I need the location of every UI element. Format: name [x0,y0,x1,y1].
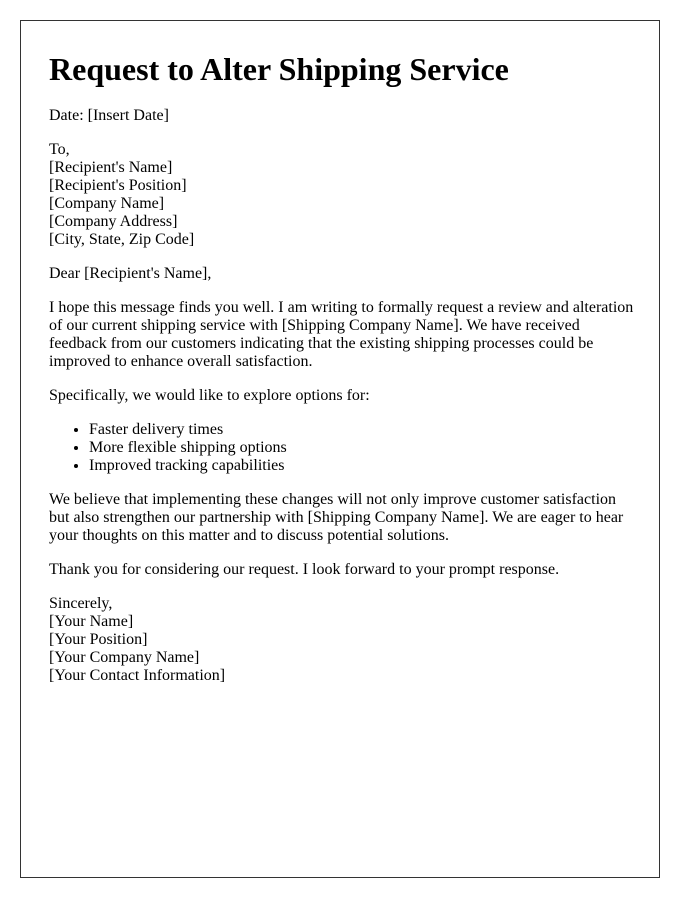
letter-title: Request to Alter Shipping Service [49,51,509,87]
list-item: • Improved tracking capabilities [89,457,639,475]
closing-block [49,595,639,685]
list-item: • Faster delivery times [89,421,639,439]
recipient-company: [Company Name] [49,195,165,212]
recipient-address: [Company Address] [49,213,178,230]
options-intro: Specifically, we would like to explore options for: [49,387,370,404]
letter-date: Date: [Insert Date] [49,107,169,124]
recipient-position: [Recipient's Position] [49,177,187,194]
letter-page [20,20,660,878]
sender-contact: [Your Contact Information] [49,667,226,684]
body-paragraph-3: Thank you for considering our request. I look forward to your prompt response. [49,561,560,578]
sender-name: [Your Name] [49,613,134,630]
recipient-to: To, [49,141,70,158]
body-paragraph-1: I hope this message finds you well. I am writing to formally request a review and alteration of our current shipping service with [Shipping Company Name]. We have received feedback from our customers indicating that the existing shipping processes could be improved to enhance overall satisfaction. [49,299,634,370]
recipient-city: [City, State, Zip Code] [49,231,195,248]
salutation: Dear [Recipient's Name], [49,265,212,282]
recipient-block [49,141,639,249]
body-paragraph-2: We believe that implementing these changes will not only improve customer satisfaction but also strengthen our partnership with [Shipping Company Name]. We are eager to hear your thoughts on this matter and to discuss potential solutions. [49,491,624,544]
sender-company: [Your Company Name] [49,649,200,666]
list-item: • More flexible shipping options [89,439,639,457]
closing-sign-off: Sincerely, [49,595,113,612]
recipient-name: [Recipient's Name] [49,159,173,176]
letter-body [49,49,639,685]
sender-position: [Your Position] [49,631,148,648]
options-list [49,421,639,475]
